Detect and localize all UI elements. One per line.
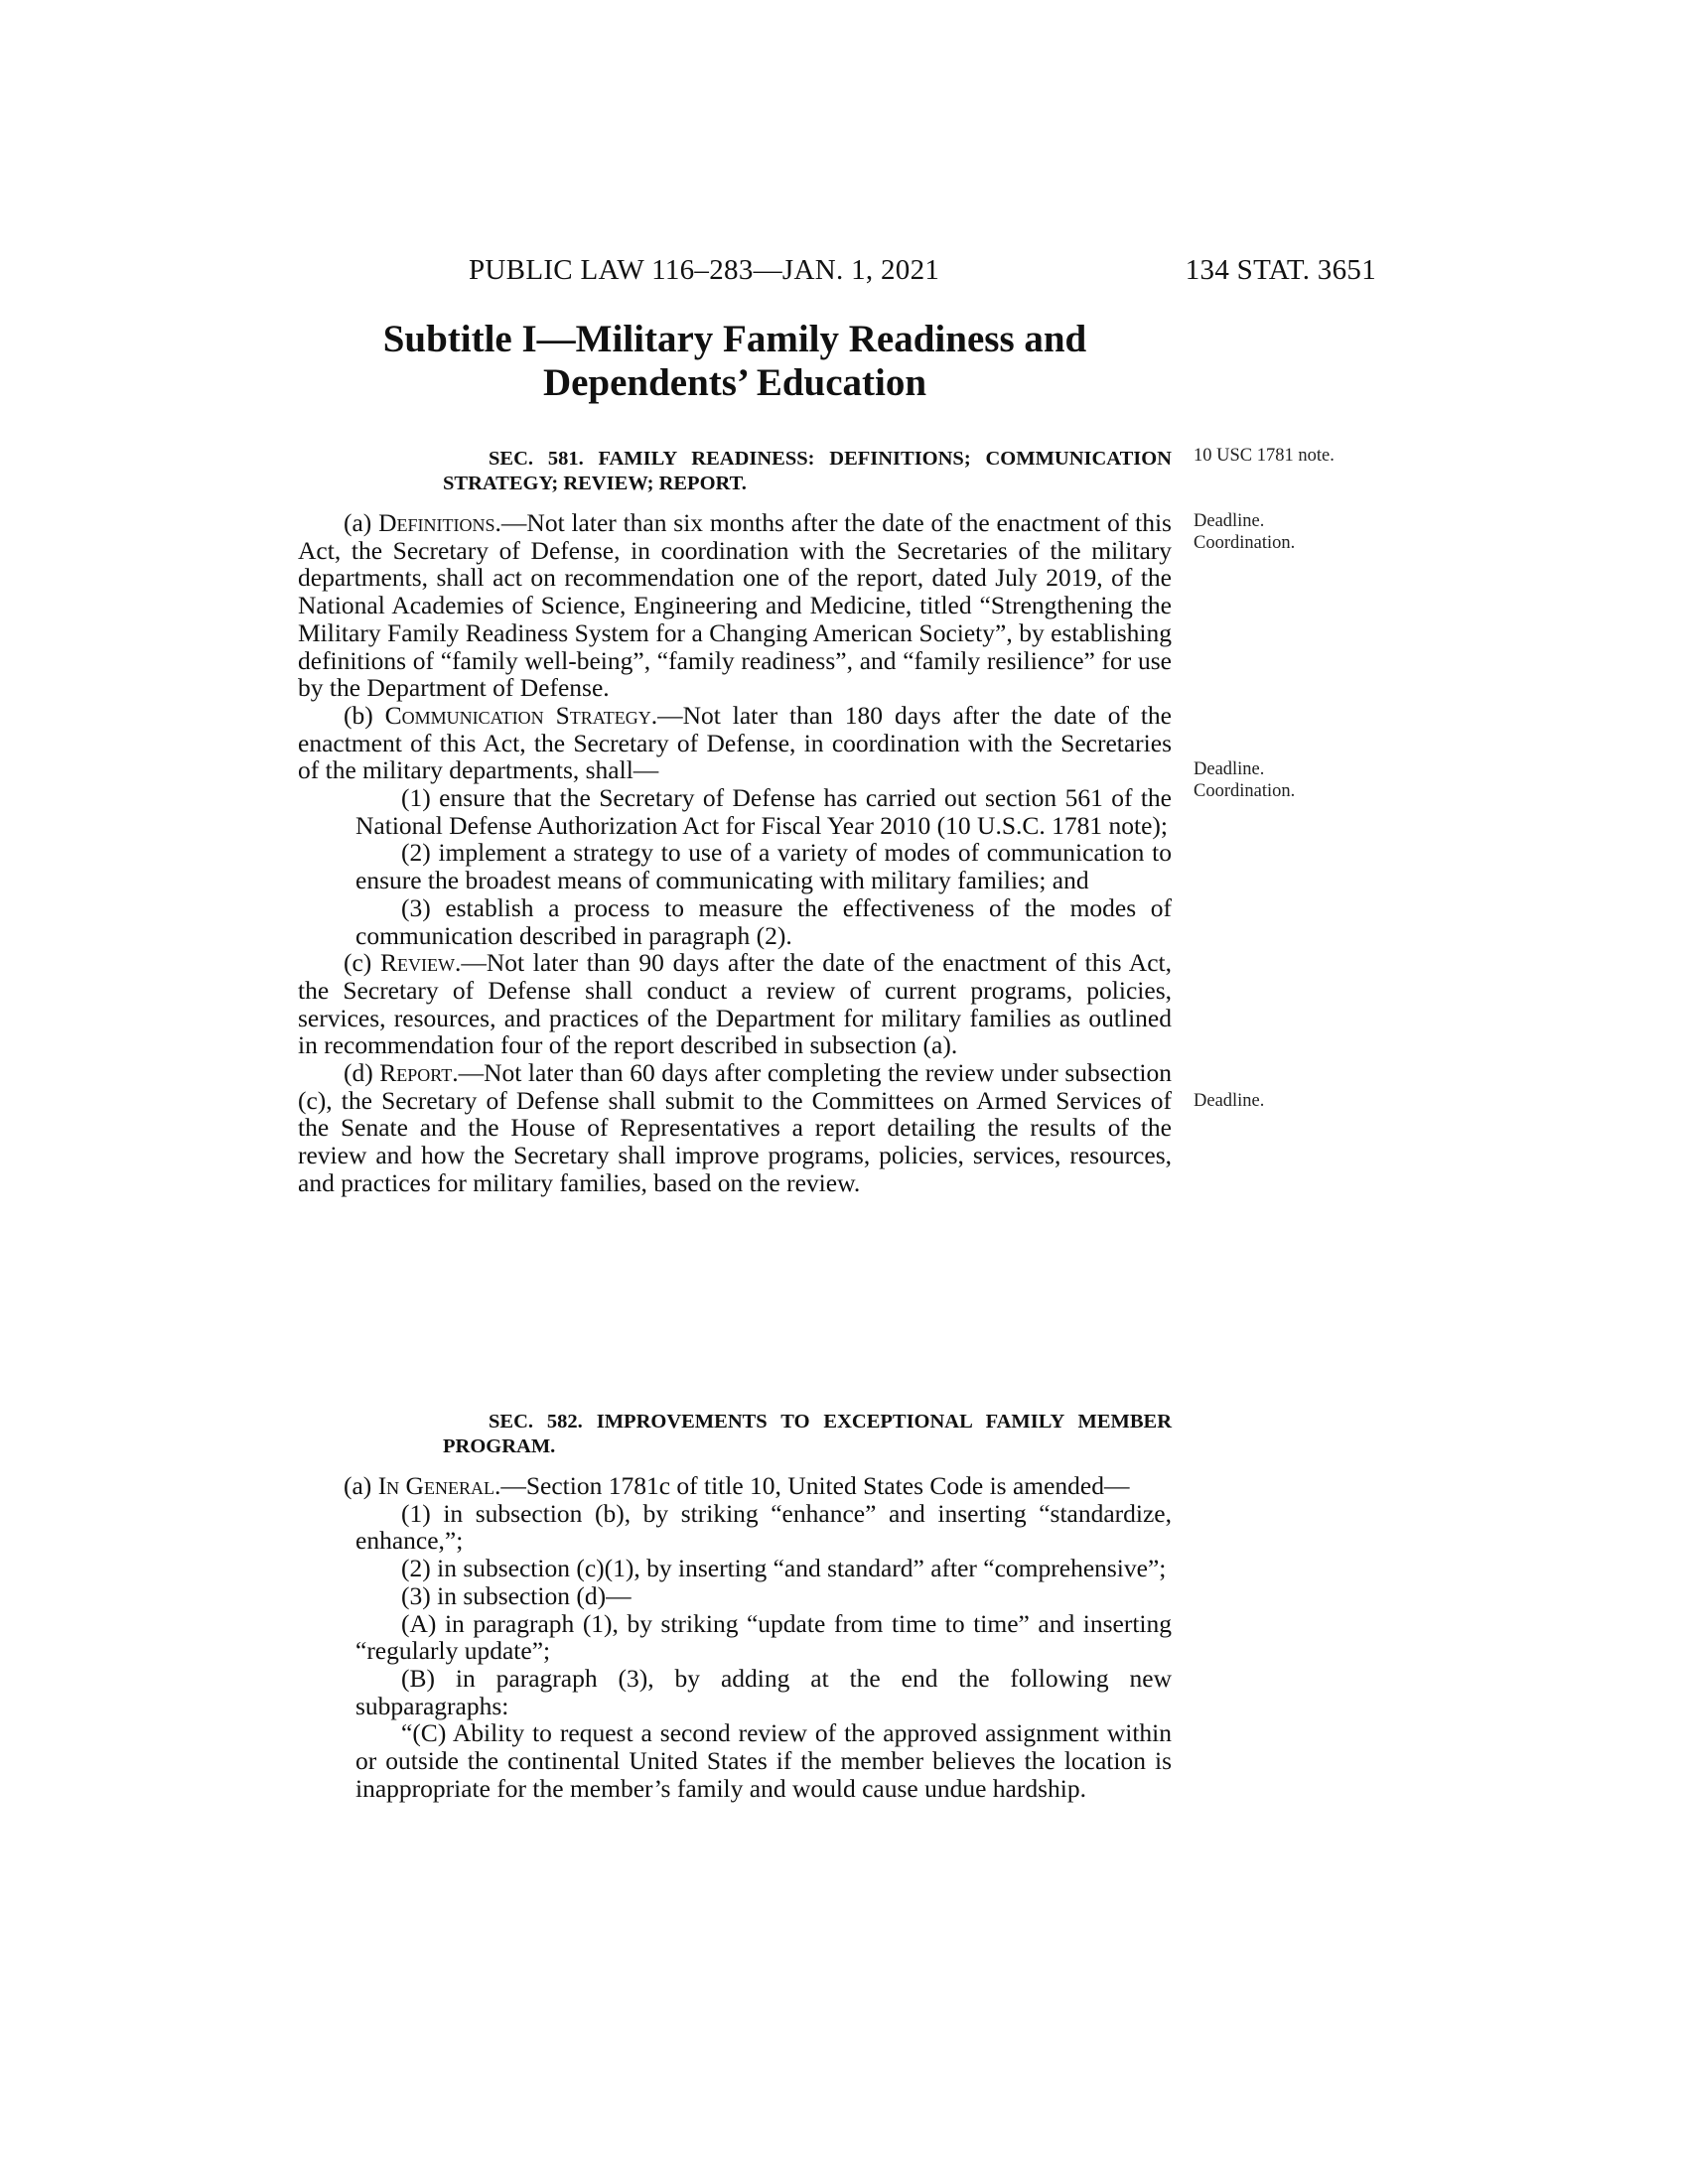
section-581 [298, 447, 1172, 1197]
public-law-citation: PUBLIC LAW 116–283—JAN. 1, 2021 [469, 254, 940, 286]
caption-communication-strategy: Communication Strategy. [384, 700, 658, 730]
subtitle-line-1: Subtitle I—Military Family Readiness and [382, 318, 1087, 360]
caption-report: Report. [379, 1058, 459, 1088]
section-581-subsection-a: (a) Definitions.—Not later than six months after the date of the enactment of this Act, the Secretary of Defense, in coordination with the Secretaries of the military departments, shall act on recommendation one of the report, dated July 2019, of the National Academies of Science, Engineering and Medicine, titled “Strengthening the Military Family Readiness System for a Changing American Society”, by establishing definitions of “family well-being”, “family readiness”, and “family resilience” for use by the Department of Defense. [298, 508, 1172, 703]
margin-note-usc: 10 USC 1781 note. [1194, 446, 1335, 466]
statute-page-number: 134 STAT. 3651 [1185, 254, 1376, 286]
subtitle-heading [298, 318, 1172, 405]
section-582-subparagraph-a: (A) in paragraph (1), by striking “update from time to time” and inserting “regularly update”; [355, 1608, 1172, 1666]
margin-note-deadline-a: Deadline. [1194, 511, 1265, 531]
section-581-paragraph-b1: (1) ensure that the Secretary of Defense has carried out section 561 of the National Defense Authorization Act for Fiscal Year 2010 (10 U.S.C. 1781 note); [355, 783, 1172, 840]
section-581-heading: SEC. 581. FAMILY READINESS: DEFINITIONS; COMMUNICATION STRATEGY; REVIEW; REPORT. [443, 448, 1172, 494]
caption-in-general: In General. [377, 1471, 501, 1500]
section-582 [298, 1410, 1172, 1802]
section-581-paragraph-b2: (2) implement a strategy to use of a variety of modes of communication to ensure the broadest means of communicating with military families; and [355, 838, 1172, 895]
section-581-subsection-d: (d) Report.—Not later than 60 days after completing the review under subsection (c), the Secretary of Defense shall submit to the Committees on Armed Services of the Senate and the House of Representatives a report detailing the results of the review and how the Secretary shall improve programs, policies, services, resources, and practices for military families, based on the review. [298, 1058, 1172, 1197]
section-582-paragraph-1: (1) in subsection (b), by striking “enhance” and inserting “standardize, enhance,”; [355, 1498, 1172, 1556]
section-581-subsection-c: (c) Review.—Not later than 90 days after the date of the enactment of this Act, the Secretary of Defense shall conduct a review of current programs, policies, services, resources, and practices of the Department for military families as outlined in recommendation four of the report described in subsection (a). [298, 948, 1172, 1060]
section-581-subsection-b: (b) Communication Strategy.—Not later than 180 days after the date of the enactment of this Act, the Secretary of Defense, in coordination with the Secretaries of the military departments, shall— [298, 700, 1172, 785]
margin-note-coordination-a: Coordination. [1194, 533, 1296, 553]
margin-note-deadline-c: Deadline. [1194, 1091, 1265, 1111]
section-582-subparagraph-b: (B) in paragraph (3), by adding at the end the following new subparagraphs: [355, 1663, 1172, 1720]
section-582-quoted-subparagraph-c: “(C) Ability to request a second review of the approved assignment within or outside the continental United States if the member believes the location is inappropriate for the member’s family and would cause undue hardship. [355, 1718, 1172, 1803]
subtitle-line-2: Dependents’ Education [542, 361, 927, 404]
caption-review: Review. [380, 948, 462, 978]
section-582-paragraph-3: (3) in subsection (d)— [401, 1580, 632, 1610]
section-582-heading: SEC. 582. IMPROVEMENTS TO EXCEPTIONAL FAMILY MEMBER PROGRAM. [443, 1411, 1172, 1457]
margin-note-deadline-b: Deadline. [1194, 759, 1265, 779]
section-582-subsection-a: (a) In General.—Section 1781c of title 10, United States Code is amended— [344, 1471, 1130, 1500]
margin-note-coordination-b: Coordination. [1194, 781, 1296, 801]
section-581-paragraph-b3: (3) establish a process to measure the effectiveness of the modes of communication described in paragraph (2). [355, 892, 1172, 950]
section-582-paragraph-2: (2) in subsection (c)(1), by inserting “and standard” after “comprehensive”; [401, 1554, 1167, 1583]
caption-definitions: Definitions. [378, 508, 501, 537]
